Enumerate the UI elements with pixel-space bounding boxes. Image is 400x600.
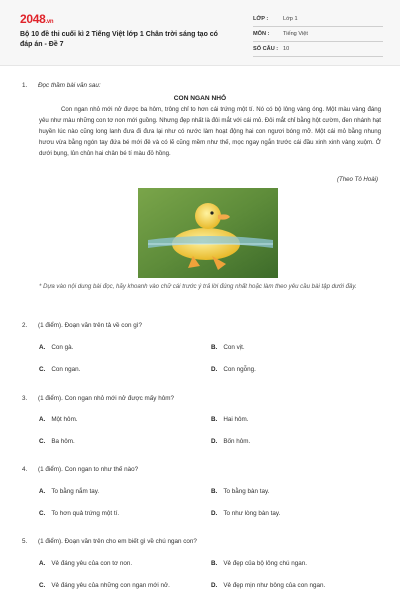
meta-class: [253, 12, 383, 27]
option-b[interactable]: [211, 416, 249, 423]
option-text: Vẻ đáng yêu của những con ngan mới nở.: [51, 582, 170, 589]
option-text: Con vịt.: [223, 344, 245, 351]
option-text: To hơn quả trứng một tí.: [51, 510, 120, 517]
question-text: (1 điểm). Con ngan nhỏ mới nở được mấy hôm?: [38, 395, 174, 402]
meta-value: Lớp 1: [283, 16, 298, 22]
meta-label: MÔN :: [253, 31, 270, 37]
option-letter: A.: [39, 560, 46, 567]
question-instruction: Đọc thầm bài văn sau:: [38, 82, 101, 89]
option-b[interactable]: [211, 344, 245, 351]
option-c[interactable]: [39, 510, 119, 517]
site-logo[interactable]: [20, 12, 53, 26]
option-text: Ba hôm.: [51, 438, 75, 445]
option-text: Một hôm.: [51, 416, 78, 423]
option-text: Con gà.: [51, 344, 74, 351]
question-text: (1 điểm). Đoạn văn trên tả về con gì?: [38, 322, 142, 329]
logo-tld: .vn: [45, 19, 54, 25]
option-b[interactable]: [211, 488, 269, 495]
option-text: To bằng nắm tay.: [51, 488, 100, 495]
document-header: [0, 0, 400, 66]
meta-value: Tiếng Việt: [283, 31, 308, 37]
option-text: Vẻ đẹp mịn như bông của con ngan.: [223, 582, 326, 589]
document-title: Bộ 10 đề thi cuối kì 2 Tiếng Việt lớp 1 Chân trời sáng tạo có đáp án - Đề 7: [20, 31, 218, 48]
option-d[interactable]: [211, 582, 325, 589]
meta-label: LỚP :: [253, 16, 269, 22]
option-letter: B.: [211, 560, 218, 567]
question-number: 5.: [22, 538, 28, 545]
question-number: 4.: [22, 466, 28, 473]
story-source: (Theo Tô Hoài): [337, 176, 378, 183]
story-title: CON NGAN NHỎ: [173, 95, 227, 102]
option-d[interactable]: [211, 438, 250, 445]
option-letter: D.: [211, 510, 218, 517]
option-a[interactable]: [39, 344, 73, 351]
option-text: Vẻ đẹp của bộ lông chú ngan.: [223, 560, 307, 567]
option-text: Bốn hôm.: [223, 438, 251, 445]
duckling-photo: [138, 188, 278, 278]
option-a[interactable]: [39, 488, 99, 495]
option-letter: D.: [211, 582, 218, 589]
option-text: Con ngỗng.: [223, 366, 256, 373]
option-b[interactable]: [211, 560, 307, 567]
option-letter: B.: [211, 416, 218, 423]
meta-question-count: [253, 42, 383, 57]
option-letter: A.: [39, 488, 46, 495]
option-d[interactable]: [211, 510, 280, 517]
meta-label: SỐ CÂU :: [253, 46, 279, 52]
option-text: To bằng bàn tay.: [223, 488, 270, 495]
option-letter: A.: [39, 344, 46, 351]
option-letter: A.: [39, 416, 46, 423]
meta-value: 10: [283, 46, 290, 52]
instruction-note: * Dựa vào nội dung bài đọc, hãy khoanh vào chữ cái trước ý trả lời đúng nhất hoặc làm theo yêu cầu bài tập dưới đây.: [39, 283, 357, 290]
option-c[interactable]: [39, 366, 80, 373]
option-a[interactable]: [39, 416, 78, 423]
logo-main: 2048: [20, 12, 46, 26]
option-text: Con ngan.: [51, 366, 81, 373]
option-letter: C.: [39, 510, 46, 517]
question-number: 3.: [22, 395, 28, 402]
meta-subject: [253, 27, 383, 42]
option-c[interactable]: [39, 438, 75, 445]
option-letter: C.: [39, 438, 46, 445]
option-letter: B.: [211, 344, 218, 351]
option-letter: B.: [211, 488, 218, 495]
option-letter: D.: [211, 366, 218, 373]
question-text: (1 điểm). Con ngan to như thế nào?: [38, 466, 139, 473]
option-text: Hai hôm.: [223, 416, 249, 423]
option-a[interactable]: [39, 560, 132, 567]
question-text: (1 điểm). Đoạn văn trên cho em biết gì về chú ngan con?: [38, 538, 197, 545]
story-body: Con ngan nhỏ mới nở được ba hôm, trông chỉ to hơn cái trứng một tí. Nó có bộ lông vàng óng. Một màu vàng đáng yêu như màu những con tơ non mới guồng. Nhưng đẹp nhất là đôi mắt với cái mỏ. Đôi mắt chỉ bằng hột cườm, đen nhánh hạt huyền lúc nào cũng long lanh đưa đi đưa lại như có nước làm hoạt động hai con ngươi bóng mỡ. Một cái mỏ bằng nhung hươu vừa bằng ngón tay đứa bé mới đẻ và có lẽ cũng mềm như thế, mọc ngay ngắn trước cái đầu xinh xinh vàng xuộm. Ở dưới bụng, lủn chủn hai chân bé tí màu đỏ hồng.: [39, 106, 381, 157]
question-number: 1.: [22, 82, 28, 89]
option-letter: D.: [211, 438, 218, 445]
option-d[interactable]: [211, 366, 256, 373]
option-letter: C.: [39, 582, 46, 589]
option-text: To như lòng bàn tay.: [223, 510, 281, 517]
option-text: Vẻ đáng yêu của con tơ non.: [51, 560, 133, 567]
option-letter: C.: [39, 366, 46, 373]
option-c[interactable]: [39, 582, 170, 589]
question-number: 2.: [22, 322, 28, 329]
